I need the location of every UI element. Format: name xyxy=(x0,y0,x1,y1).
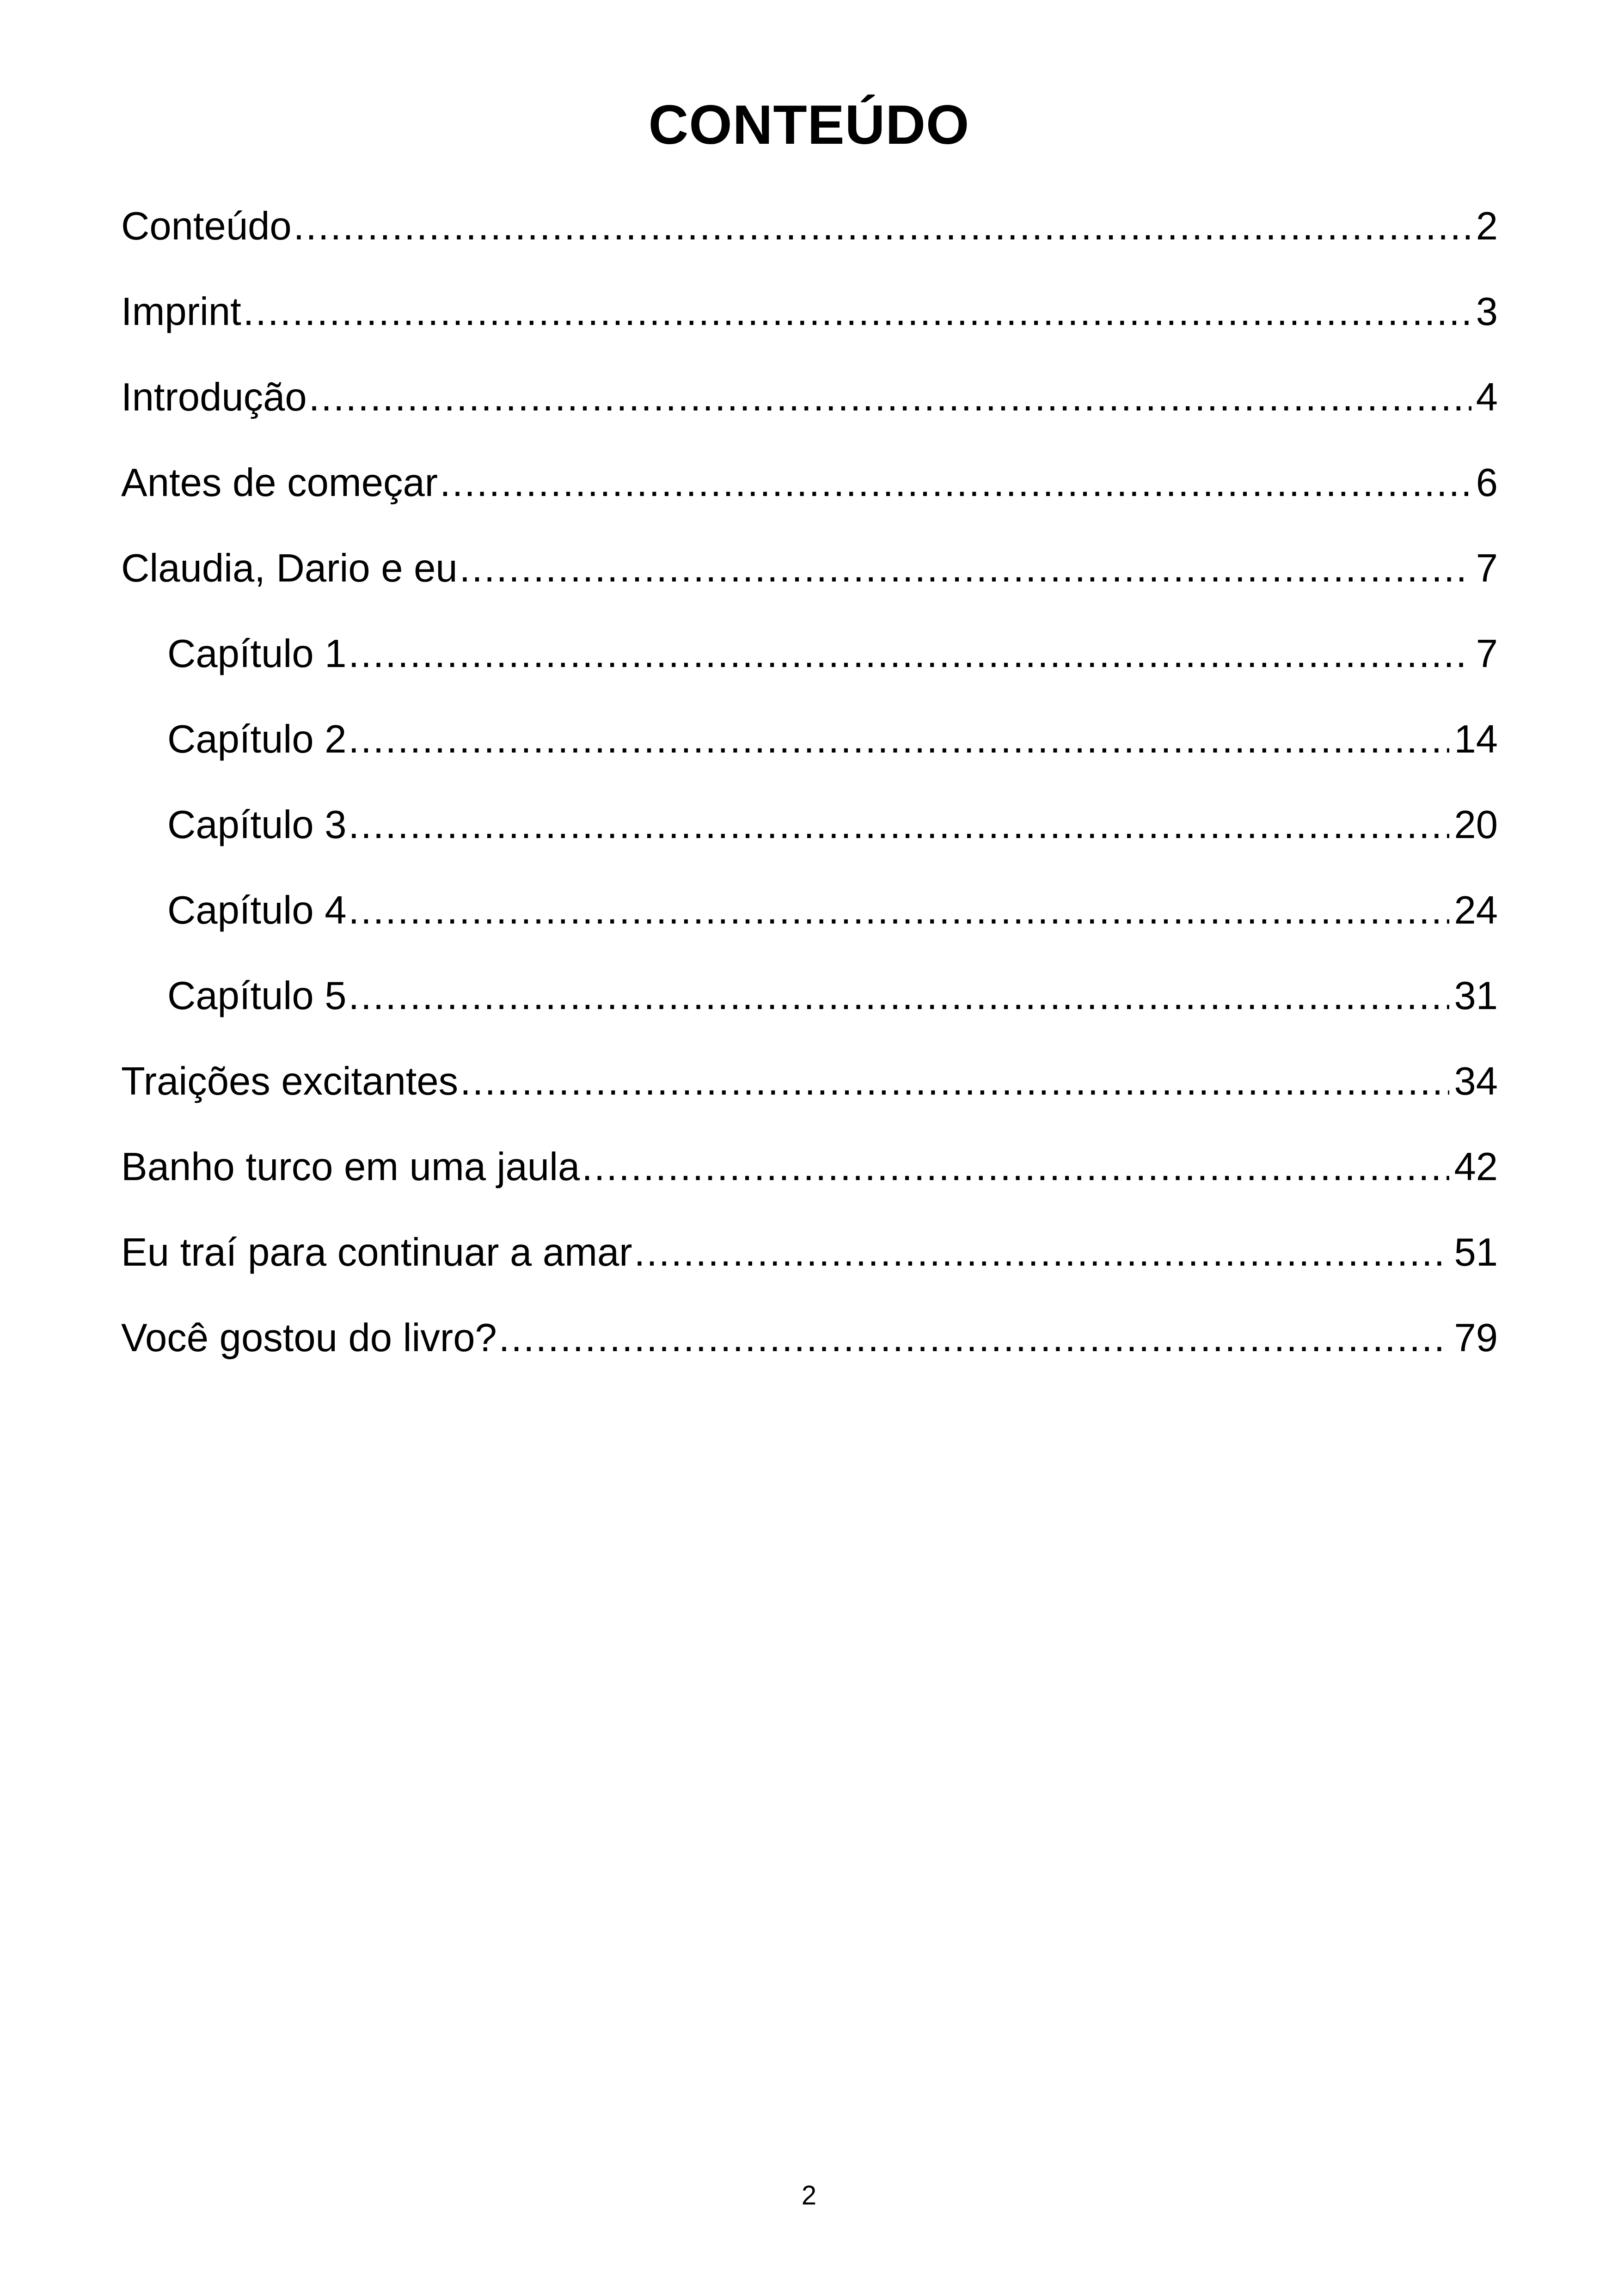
toc-entry-title: Imprint xyxy=(121,290,241,334)
toc-entry[interactable] xyxy=(121,1225,1498,1310)
toc-entry[interactable] xyxy=(121,370,1498,455)
toc-entry-title: Introdução xyxy=(121,375,307,419)
dot-leader xyxy=(348,883,1449,938)
dot-leader xyxy=(460,1054,1449,1109)
dot-leader xyxy=(348,712,1449,767)
toc-entry[interactable] xyxy=(121,1054,1498,1139)
toc-entry[interactable] xyxy=(121,1139,1498,1225)
dot-leader xyxy=(460,541,1471,596)
toc-entry-title: Claudia, Dario e eu xyxy=(121,546,458,590)
dot-leader xyxy=(243,284,1471,340)
table-of-contents xyxy=(121,199,1498,1396)
toc-entry-title: Conteúdo xyxy=(121,204,292,248)
toc-entry[interactable] xyxy=(121,883,1498,968)
toc-entry-page: 14 xyxy=(1454,717,1498,761)
toc-entry-title: Antes de começar xyxy=(121,461,438,505)
toc-entry-page: 20 xyxy=(1454,803,1498,847)
toc-entry-title: Banho turco em uma jaula xyxy=(121,1145,580,1189)
dot-leader xyxy=(348,797,1449,853)
dot-leader xyxy=(348,968,1449,1024)
toc-entry-title: Capítulo 3 xyxy=(167,803,347,847)
toc-entry-title: Capítulo 1 xyxy=(167,632,347,676)
dot-leader xyxy=(294,199,1471,254)
toc-entry[interactable] xyxy=(121,712,1498,797)
dot-leader xyxy=(582,1139,1449,1195)
toc-entry-page: 6 xyxy=(1476,461,1498,505)
toc-entry-title: Capítulo 5 xyxy=(167,974,347,1018)
toc-entry[interactable] xyxy=(121,968,1498,1054)
toc-entry[interactable] xyxy=(121,455,1498,541)
page-number: 2 xyxy=(801,2180,817,2210)
toc-entry[interactable] xyxy=(121,199,1498,284)
toc-entry-page: 4 xyxy=(1476,375,1498,419)
toc-entry-title: Eu traí para continuar a amar xyxy=(121,1231,632,1274)
toc-entry-title: Traições excitantes xyxy=(121,1059,459,1103)
page-title: CONTEÚDO xyxy=(648,94,970,156)
toc-entry-title: Capítulo 2 xyxy=(167,717,347,761)
toc-entry-page: 51 xyxy=(1454,1231,1498,1274)
toc-entry-page: 42 xyxy=(1454,1145,1498,1189)
toc-entry-title: Você gostou do livro? xyxy=(121,1316,497,1360)
toc-entry-page: 79 xyxy=(1454,1316,1498,1360)
dot-leader xyxy=(309,370,1471,425)
toc-entry[interactable] xyxy=(121,626,1498,712)
toc-entry-page: 31 xyxy=(1454,974,1498,1018)
dot-leader xyxy=(440,455,1471,511)
toc-entry-page: 7 xyxy=(1476,546,1498,590)
toc-entry-page: 7 xyxy=(1476,632,1498,676)
toc-entry[interactable] xyxy=(121,797,1498,883)
dot-leader xyxy=(634,1225,1450,1280)
toc-entry-page: 24 xyxy=(1454,888,1498,932)
toc-entry[interactable] xyxy=(121,1310,1498,1396)
dot-leader xyxy=(348,626,1471,682)
toc-entry-page: 3 xyxy=(1476,290,1498,334)
toc-entry-title: Capítulo 4 xyxy=(167,888,347,932)
dot-leader xyxy=(499,1310,1450,1366)
toc-entry-page: 2 xyxy=(1476,204,1498,248)
toc-entry[interactable] xyxy=(121,541,1498,626)
toc-entry-page: 34 xyxy=(1454,1059,1498,1103)
toc-entry[interactable] xyxy=(121,284,1498,370)
